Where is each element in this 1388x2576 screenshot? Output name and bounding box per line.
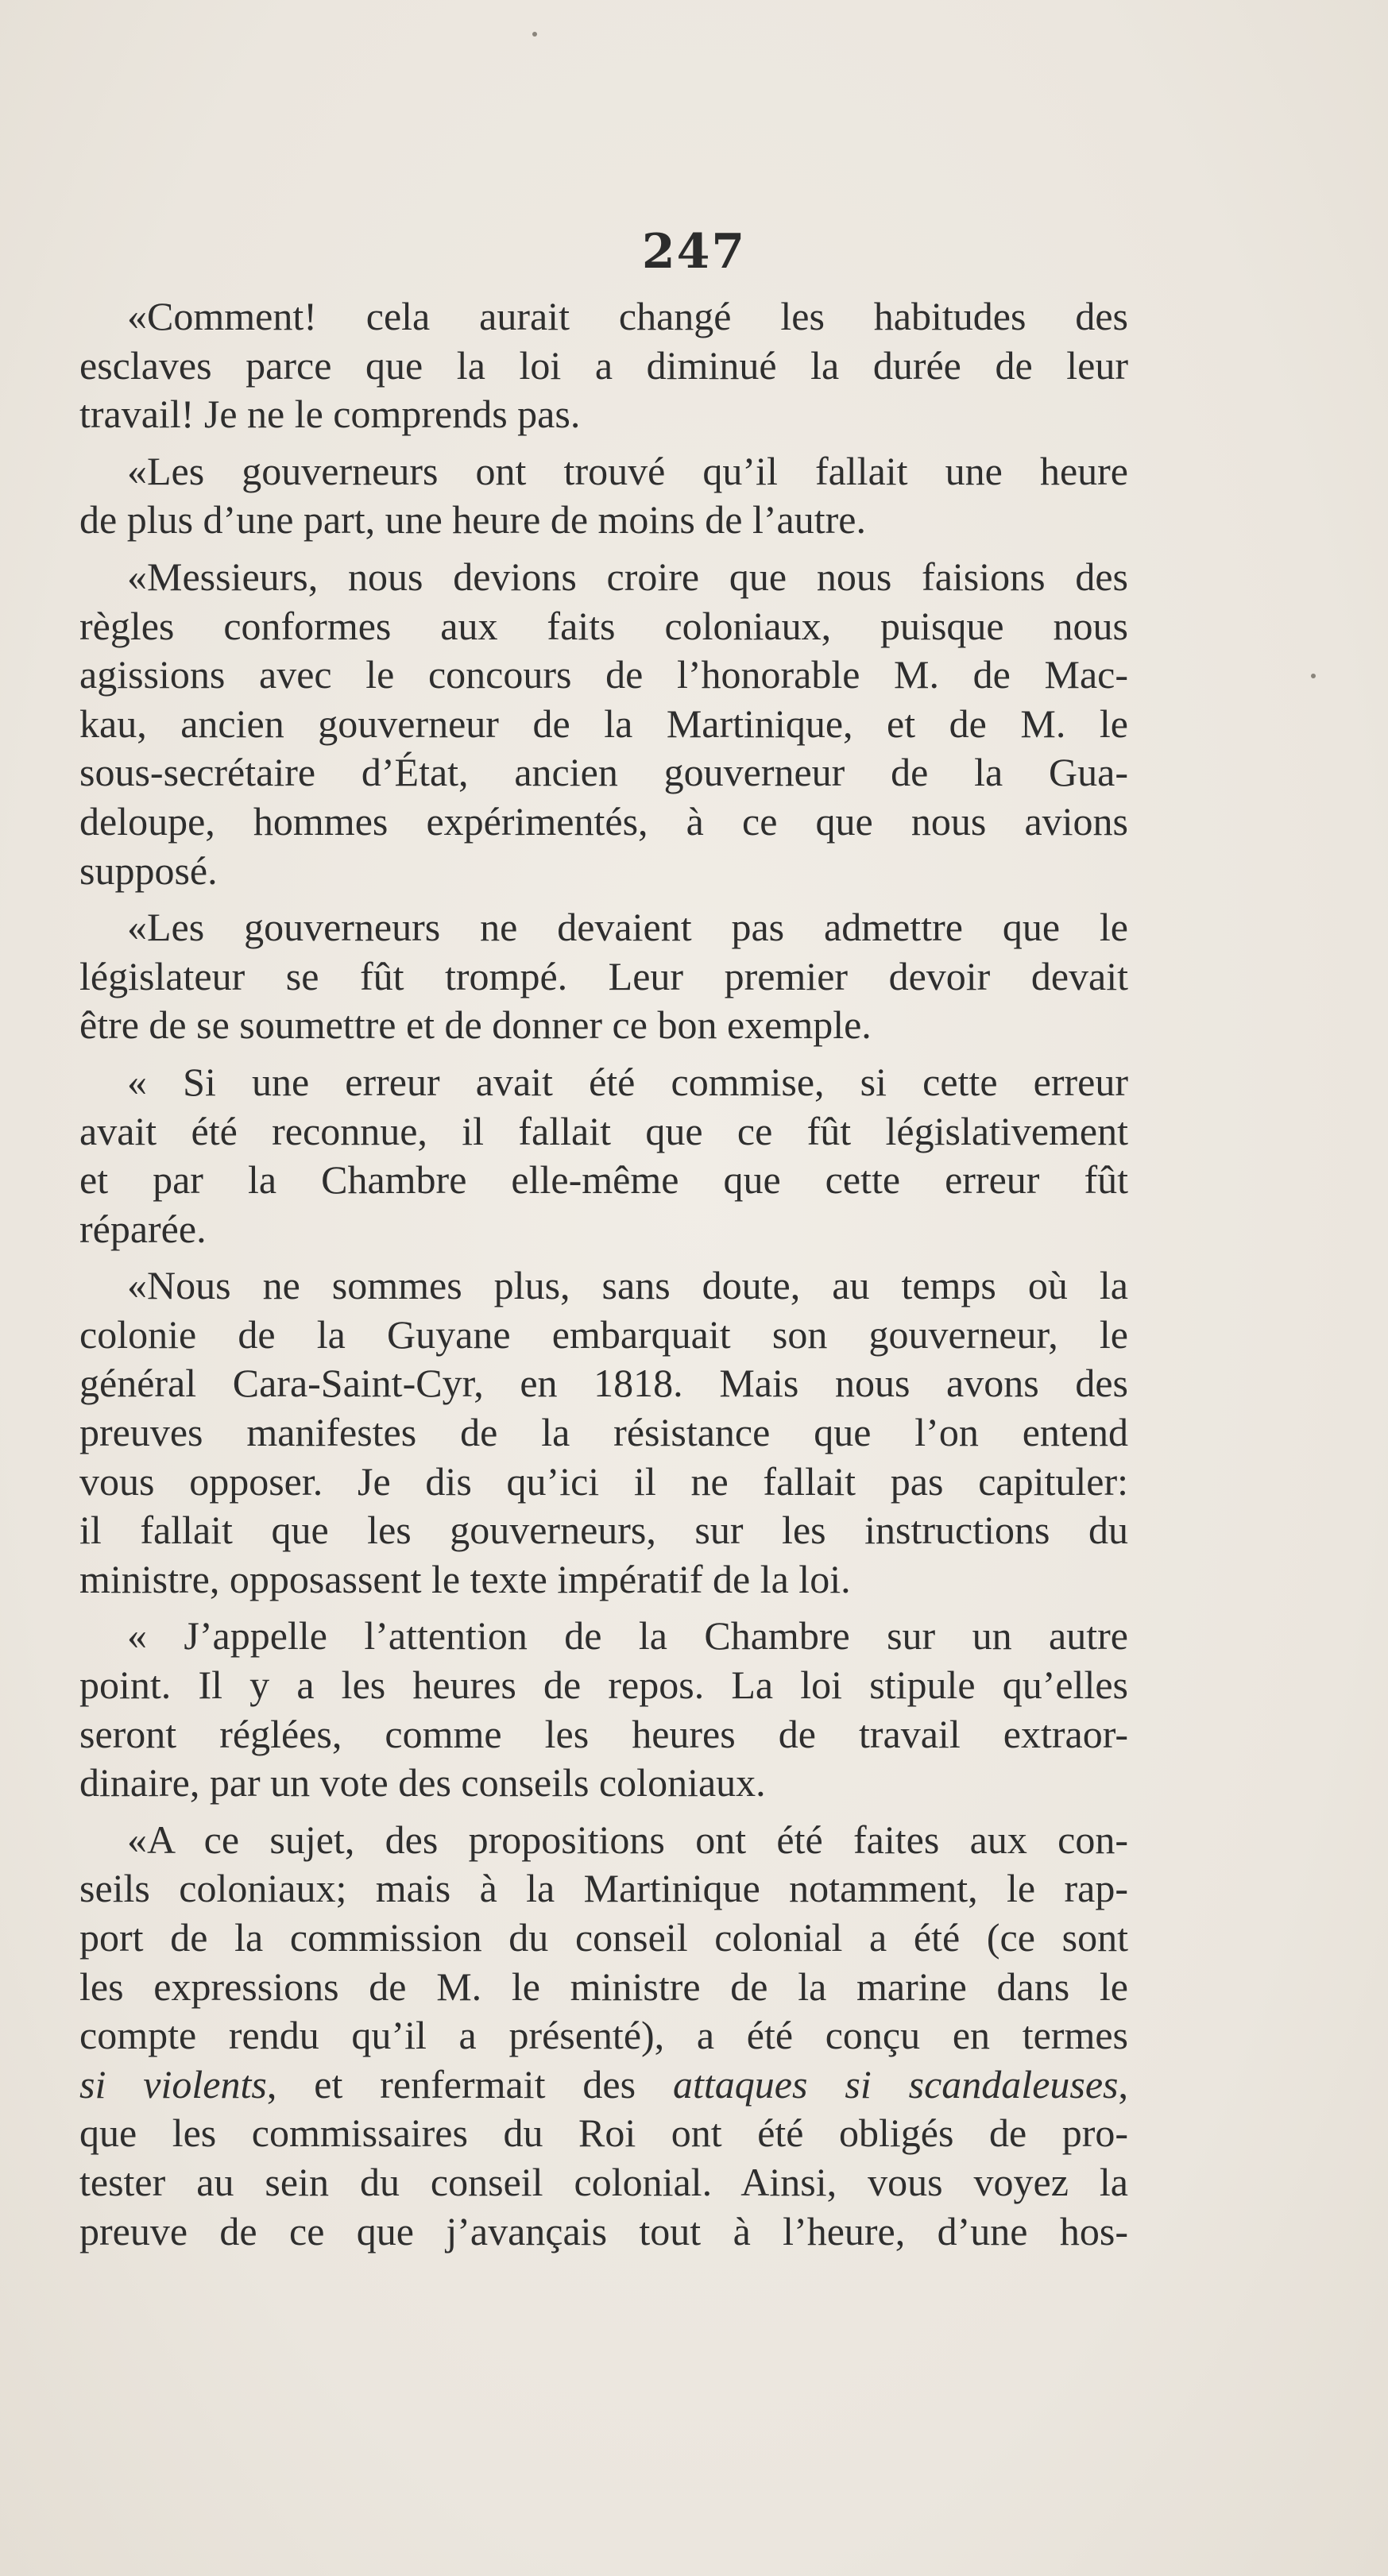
text-line: de plus d’une part, une heure de moins de l’autre. (79, 497, 866, 543)
text-line: travail! Je ne le comprends pas. (79, 392, 581, 437)
text-line: «Les gouverneurs ont trouvé qu’il fallait une heure (127, 448, 1128, 493)
paragraph (79, 1058, 1128, 1253)
text-line: colonie de la Guyane embarquait son gouverneur, le (79, 1311, 1128, 1357)
italic-text: si violents (79, 2061, 267, 2107)
paper-speck (1311, 674, 1316, 678)
text-line: les expressions de M. le ministre de la marine dans le (79, 1964, 1128, 2009)
text-line: être de se soumettre et de donner ce bon exemple. (79, 1002, 872, 1048)
text-line: vous opposer. Je dis qu’ici il ne fallait pas capituler: (79, 1458, 1128, 1504)
text-line: seils coloniaux; mais à la Martinique notamment, le rap- (79, 1866, 1128, 1911)
italic-text: attaques si scandaleuses (673, 2061, 1119, 2107)
text-line: général Cara-Saint-Cyr, en 1818. Mais nous avons des (79, 1361, 1128, 1406)
text-line: que les commissaires du Roi ont été obligés de pro- (79, 2111, 1128, 2156)
paragraph (79, 1612, 1128, 1807)
text-line: et par la Chambre elle-même que cette erreur fût (79, 1157, 1128, 1203)
text-line: législateur se fût trompé. Leur premier devoir devait (79, 953, 1128, 998)
paper-speck (532, 32, 537, 37)
text-line: compte rendu qu’il a présenté), a été conçu en termes (79, 2013, 1128, 2058)
text-line: sous-secrétaire d’État, ancien gouverneur de la Gua- (79, 750, 1128, 795)
paragraph (79, 292, 1128, 439)
text-line: «Comment! cela aurait changé les habitudes des (127, 294, 1128, 338)
text-line: dinaire, par un vote des conseils coloniaux. (79, 1760, 766, 1806)
text-line: «Les gouverneurs ne devaient pas admettre que le (127, 905, 1128, 950)
text-line: «Nous ne sommes plus, sans doute, au temps où la (127, 1263, 1128, 1308)
text-line: port de la commission du conseil colonial a été (ce sont (79, 1915, 1128, 1960)
page-number: 247 (641, 224, 747, 280)
text-line: règles conformes aux faits coloniaux, puisque nous (79, 603, 1128, 648)
text-line: agissions avec le concours de l’honorable M. de Mac- (79, 652, 1128, 697)
paragraph (79, 1261, 1128, 1604)
text-line: « J’appelle l’attention de la Chambre sur un autre (127, 1613, 1128, 1659)
text-line: point. Il y a les heures de repos. La loi stipule qu’elles (79, 1663, 1128, 1708)
text-span: , (1118, 2061, 1128, 2107)
text-line: avait été reconnue, il fallait que ce fût législativement (79, 1108, 1128, 1153)
text-line: preuve de ce que j’avançais tout à l’heure, d’une hos- (79, 2208, 1128, 2254)
text-line: tester au sein du conseil colonial. Ainsi, vous voyez la (79, 2159, 1128, 2204)
text-line: esclaves parce que la loi a diminué la durée de leur (79, 342, 1128, 388)
text-line: ministre, opposassent le texte impératif de la loi. (79, 1556, 851, 1601)
paragraph (79, 553, 1128, 895)
text-line: réparée. (79, 1206, 207, 1251)
text-line: seront réglées, comme les heures de travail extraor- (79, 1711, 1128, 1756)
text-line: deloupe, hommes expérimentés, à ce que nous avions (79, 798, 1128, 844)
text-line: «A ce sujet, des propositions ont été faites aux con- (127, 1817, 1128, 1862)
text-line: preuves manifestes de la résistance que l’on entend (79, 1410, 1128, 1455)
paragraph (79, 1816, 1128, 2256)
text-line: supposé. (79, 848, 218, 893)
text-line: «Messieurs, nous devions croire que nous faisions des (127, 554, 1128, 599)
text-line: kau, ancien gouverneur de la Martinique, et de M. le (79, 701, 1128, 746)
paragraph (79, 447, 1128, 545)
text-span: , et renfermait des (266, 2061, 673, 2107)
text-line: il fallait que les gouverneurs, sur les instructions du (79, 1508, 1128, 1553)
paragraph (79, 903, 1128, 1050)
text-line: « Si une erreur avait été commise, si cette erreur (127, 1059, 1128, 1104)
body-text (79, 292, 1128, 2264)
text-line (79, 2060, 1128, 2110)
